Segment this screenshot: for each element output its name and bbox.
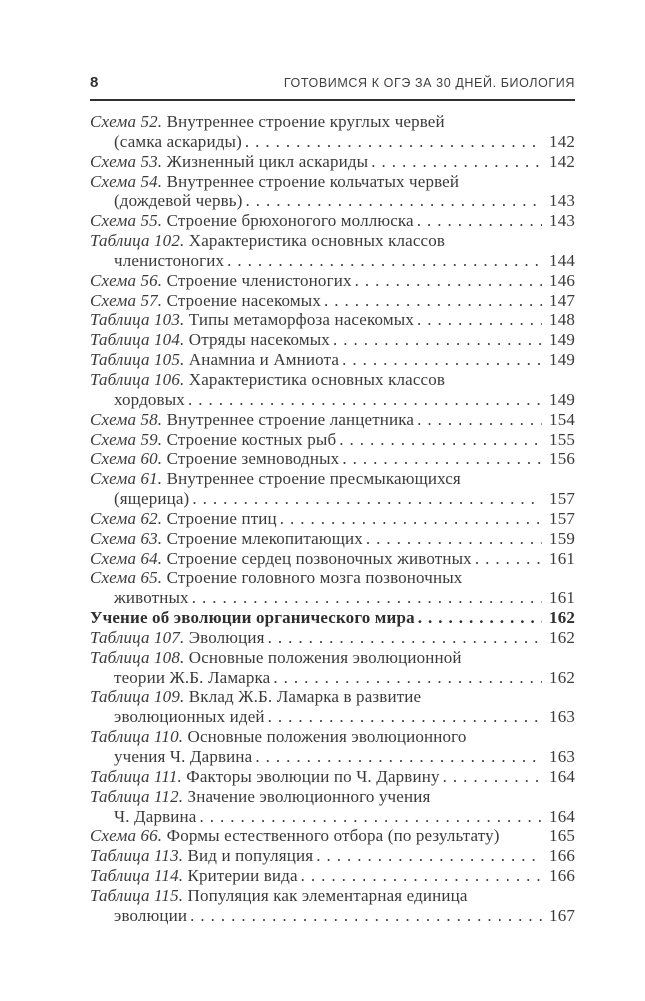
page-number: 8 bbox=[90, 74, 99, 91]
dot-leader bbox=[189, 489, 542, 509]
entry-title: Основные положения эволюционного bbox=[187, 727, 467, 747]
entry-page-number: 149 bbox=[549, 389, 575, 409]
toc-entry bbox=[90, 152, 575, 172]
entry-text bbox=[90, 271, 352, 291]
entry-page-number: 165 bbox=[549, 826, 575, 846]
toc-entry bbox=[90, 172, 575, 192]
entry-page-number: 162 bbox=[549, 627, 575, 647]
entry-text bbox=[90, 152, 368, 172]
entry-label: Схема 55. bbox=[90, 211, 167, 231]
dot-leader bbox=[224, 251, 542, 271]
entry-title: Критерии вида bbox=[187, 866, 298, 886]
entry-title: Отряды насекомых bbox=[188, 330, 330, 350]
dot-leader bbox=[363, 529, 542, 549]
entry-page-number: 162 bbox=[549, 608, 575, 628]
toc-entry bbox=[90, 529, 575, 549]
entry-text bbox=[90, 410, 414, 430]
entry-page-number: 161 bbox=[549, 588, 575, 608]
entry-text bbox=[114, 132, 242, 152]
entry-text bbox=[114, 191, 243, 211]
dot-leader bbox=[313, 846, 542, 866]
entry-page-number: 146 bbox=[549, 270, 575, 290]
entry-title: Строение брюхоногого моллюска bbox=[166, 211, 414, 231]
toc-entry bbox=[90, 767, 575, 787]
entry-title: эволюционных идей bbox=[114, 707, 265, 727]
dot-leader bbox=[196, 807, 542, 827]
entry-page-number: 162 bbox=[549, 667, 575, 687]
entry-title: Факторы эволюции по Ч. Дарвину bbox=[186, 766, 440, 786]
dot-leader bbox=[298, 866, 542, 886]
entry-label: Схема 64. bbox=[90, 548, 167, 568]
toc-entry bbox=[90, 489, 575, 509]
entry-title: учения Ч. Дарвина bbox=[114, 747, 253, 766]
entry-label: Таблица 108. bbox=[90, 647, 189, 667]
dot-leader bbox=[368, 152, 542, 172]
entry-page-number: 149 bbox=[549, 330, 575, 350]
entry-text bbox=[90, 846, 313, 866]
toc-entry bbox=[90, 866, 575, 886]
dot-leader bbox=[242, 132, 542, 152]
entry-page-number: 164 bbox=[549, 766, 575, 786]
entry-title: Внутреннее строение кольчатых червей bbox=[166, 171, 460, 191]
toc-entry bbox=[90, 271, 575, 291]
toc-entry bbox=[90, 549, 575, 569]
entry-title: Значение эволюционного учения bbox=[187, 786, 431, 806]
entry-page-number: 163 bbox=[549, 747, 575, 766]
entry-text bbox=[90, 767, 440, 787]
entry-label: Таблица 111. bbox=[90, 766, 187, 786]
entry-title: Строение насекомых bbox=[166, 290, 321, 310]
dot-leader bbox=[336, 430, 542, 450]
toc-entry bbox=[90, 608, 575, 628]
entry-text bbox=[114, 251, 224, 271]
entry-title: Жизненный цикл аскариды bbox=[166, 151, 369, 171]
toc-entry bbox=[90, 350, 575, 370]
entry-label: Схема 59. bbox=[90, 429, 167, 449]
entry-label: Таблица 112. bbox=[90, 786, 188, 806]
toc-entry bbox=[90, 112, 575, 132]
entry-title: эволюции bbox=[114, 905, 188, 925]
entry-title: Внутреннее строение круглых червей bbox=[166, 112, 445, 131]
entry-text bbox=[90, 449, 339, 469]
entry-title: Строение млекопитающих bbox=[166, 528, 363, 548]
entry-text bbox=[90, 727, 466, 747]
dot-leader bbox=[414, 211, 542, 231]
entry-text bbox=[90, 568, 462, 588]
entry-text bbox=[90, 549, 472, 569]
entry-label: Таблица 107. bbox=[90, 627, 189, 647]
entry-label: Схема 52. bbox=[90, 112, 167, 131]
toc-entry bbox=[90, 648, 575, 668]
entry-title: Строение птиц bbox=[166, 508, 277, 528]
entry-text bbox=[114, 390, 185, 410]
toc-entry bbox=[90, 807, 575, 827]
entry-label: Схема 62. bbox=[90, 508, 167, 528]
toc-entry bbox=[90, 370, 575, 390]
toc-entry bbox=[90, 430, 575, 450]
entry-title: Характеристика основных классов bbox=[188, 369, 446, 389]
toc-entry bbox=[90, 410, 575, 430]
entry-title: членистоногих bbox=[114, 250, 225, 270]
entry-text bbox=[90, 469, 461, 489]
entry-title: Строение головного мозга позвоночных bbox=[166, 568, 463, 588]
entry-text bbox=[90, 211, 414, 231]
toc-entry bbox=[90, 191, 575, 211]
entry-title: Строение костных рыб bbox=[166, 429, 337, 449]
entry-title: Учение об эволюции органического мира bbox=[90, 608, 415, 628]
toc-entry bbox=[90, 132, 575, 152]
entry-text bbox=[114, 707, 265, 727]
dot-leader bbox=[414, 310, 542, 330]
entry-title: Формы естественного отбора (по результату) bbox=[166, 826, 500, 846]
entry-title: Вид и популяция bbox=[187, 846, 314, 866]
toc-list bbox=[90, 112, 575, 926]
toc-entry bbox=[90, 469, 575, 489]
toc-entry bbox=[90, 291, 575, 311]
entry-title: Популяция как элементарная единица bbox=[187, 885, 468, 905]
entry-label: Таблица 110. bbox=[90, 727, 188, 747]
toc-entry bbox=[90, 668, 575, 688]
toc-entry bbox=[90, 310, 575, 330]
toc-entry bbox=[90, 231, 575, 251]
entry-text bbox=[114, 747, 252, 767]
entry-title: Строение членистоногих bbox=[166, 270, 352, 290]
dot-leader bbox=[440, 767, 542, 787]
entry-text bbox=[114, 807, 196, 827]
entry-text bbox=[90, 687, 421, 707]
entry-label: Таблица 115. bbox=[90, 885, 188, 905]
entry-text bbox=[90, 648, 462, 668]
entry-label: Таблица 103. bbox=[90, 310, 189, 330]
entry-title: Строение сердец позвоночных животных bbox=[166, 548, 472, 568]
toc-entry bbox=[90, 588, 575, 608]
dot-leader bbox=[472, 549, 542, 569]
entry-text bbox=[90, 826, 500, 846]
entry-text bbox=[90, 330, 330, 350]
entry-text bbox=[90, 370, 445, 390]
entry-label: Схема 63. bbox=[90, 528, 167, 548]
entry-text bbox=[90, 310, 414, 330]
entry-page-number: 164 bbox=[549, 806, 575, 826]
entry-page-number: 157 bbox=[549, 508, 575, 528]
entry-title: Внутреннее строение ланцетника bbox=[166, 409, 415, 429]
toc-entry bbox=[90, 906, 575, 926]
toc-entry bbox=[90, 449, 575, 469]
toc-entry bbox=[90, 886, 575, 906]
toc-entry bbox=[90, 251, 575, 271]
entry-page-number: 154 bbox=[549, 409, 575, 429]
dot-leader bbox=[187, 906, 542, 926]
dot-leader bbox=[189, 588, 542, 608]
entry-text bbox=[90, 628, 265, 648]
entry-page-number: 142 bbox=[549, 151, 575, 171]
entry-label: Таблица 114. bbox=[90, 866, 188, 886]
entry-label: Схема 53. bbox=[90, 151, 167, 171]
entry-page-number: 167 bbox=[549, 905, 575, 925]
toc-entry bbox=[90, 211, 575, 231]
dot-leader bbox=[252, 747, 542, 767]
entry-page-number: 144 bbox=[549, 250, 575, 270]
entry-text bbox=[90, 509, 277, 529]
entry-text bbox=[90, 350, 339, 370]
dot-leader bbox=[339, 449, 542, 469]
entry-title: животных bbox=[114, 588, 189, 608]
entry-title: Эволюция bbox=[188, 627, 265, 647]
dot-leader bbox=[330, 330, 542, 350]
toc-entry bbox=[90, 628, 575, 648]
dot-leader bbox=[321, 291, 542, 311]
toc-entry bbox=[90, 509, 575, 529]
entry-title: (ящерица) bbox=[114, 489, 190, 509]
book-title: ГОТОВИМСЯ К ОГЭ ЗА 30 ДНЕЙ. БИОЛОГИЯ bbox=[283, 76, 575, 90]
toc-entry bbox=[90, 787, 575, 807]
entry-text bbox=[90, 430, 336, 450]
dot-leader bbox=[185, 390, 542, 410]
entry-page-number: 142 bbox=[549, 131, 575, 151]
toc-entry bbox=[90, 390, 575, 410]
dot-leader bbox=[352, 271, 542, 291]
page-header bbox=[90, 74, 575, 101]
entry-title: Внутреннее строение пресмыкающихся bbox=[166, 469, 461, 489]
entry-label: Схема 54. bbox=[90, 171, 167, 191]
entry-page-number: 148 bbox=[549, 310, 575, 330]
entry-label: Схема 56. bbox=[90, 270, 167, 290]
dot-leader bbox=[415, 608, 542, 628]
entry-title: Характеристика основных классов bbox=[188, 231, 446, 251]
entry-page-number: 149 bbox=[549, 350, 575, 370]
entry-page-number: 159 bbox=[549, 528, 575, 548]
entry-page-number: 166 bbox=[549, 846, 575, 866]
entry-title: Вклад Ж.Б. Ламарка в развитие bbox=[188, 687, 422, 707]
entry-label: Схема 61. bbox=[90, 469, 167, 489]
entry-text bbox=[90, 787, 430, 807]
entry-title: Анамниа и Амниота bbox=[188, 350, 340, 370]
entry-page-number: 163 bbox=[549, 707, 575, 727]
toc-entry bbox=[90, 846, 575, 866]
entry-text bbox=[90, 172, 459, 192]
entry-title: (дождевой червь) bbox=[114, 191, 243, 211]
entry-text bbox=[114, 588, 189, 608]
entry-label: Таблица 109. bbox=[90, 687, 189, 707]
toc-entry bbox=[90, 727, 575, 747]
entry-text bbox=[90, 886, 468, 906]
dot-leader bbox=[414, 410, 542, 430]
entry-text bbox=[90, 112, 445, 132]
entry-page-number: 157 bbox=[549, 489, 575, 509]
toc-entry bbox=[90, 330, 575, 350]
entry-title: (самка аскариды) bbox=[114, 131, 242, 151]
entry-text bbox=[90, 231, 445, 251]
entry-title: Типы метаморфоза насекомых bbox=[188, 310, 414, 330]
entry-label: Таблица 113. bbox=[90, 846, 188, 866]
entry-text bbox=[90, 529, 363, 549]
entry-label: Схема 60. bbox=[90, 449, 167, 469]
entry-label: Схема 58. bbox=[90, 409, 167, 429]
entry-title: хордовых bbox=[114, 389, 185, 409]
entry-text bbox=[90, 608, 415, 628]
entry-text bbox=[114, 489, 189, 509]
entry-text bbox=[90, 866, 298, 886]
entry-text bbox=[114, 906, 187, 926]
entry-label: Схема 65. bbox=[90, 568, 167, 588]
entry-page-number: 147 bbox=[549, 290, 575, 310]
entry-page-number: 155 bbox=[549, 429, 575, 449]
entry-page-number: 166 bbox=[549, 866, 575, 886]
entry-title: теории Ж.Б. Ламарка bbox=[114, 667, 271, 687]
entry-text bbox=[90, 291, 321, 311]
dot-leader bbox=[265, 707, 542, 727]
entry-text bbox=[114, 668, 270, 688]
dot-leader bbox=[270, 668, 542, 688]
dot-leader bbox=[277, 509, 542, 529]
toc-entry bbox=[90, 568, 575, 588]
dot-leader bbox=[243, 191, 542, 211]
entry-label: Схема 57. bbox=[90, 290, 167, 310]
entry-label: Таблица 104. bbox=[90, 330, 189, 350]
entry-page-number: 143 bbox=[549, 191, 575, 211]
dot-leader bbox=[339, 350, 542, 370]
toc-entry bbox=[90, 826, 575, 846]
entry-label: Таблица 106. bbox=[90, 369, 189, 389]
entry-title: Ч. Дарвина bbox=[114, 806, 197, 826]
entry-title: Строение земноводных bbox=[166, 449, 340, 469]
toc-entry bbox=[90, 687, 575, 707]
entry-page-number: 143 bbox=[549, 211, 575, 231]
toc-entry bbox=[90, 747, 575, 767]
toc-entry bbox=[90, 707, 575, 727]
dot-leader bbox=[265, 628, 542, 648]
entry-title: Основные положения эволюционной bbox=[188, 647, 462, 667]
entry-label: Схема 66. bbox=[90, 826, 167, 846]
entry-label: Таблица 102. bbox=[90, 231, 189, 251]
entry-label: Таблица 105. bbox=[90, 350, 189, 370]
entry-page-number: 161 bbox=[549, 548, 575, 568]
entry-page-number: 156 bbox=[549, 449, 575, 469]
